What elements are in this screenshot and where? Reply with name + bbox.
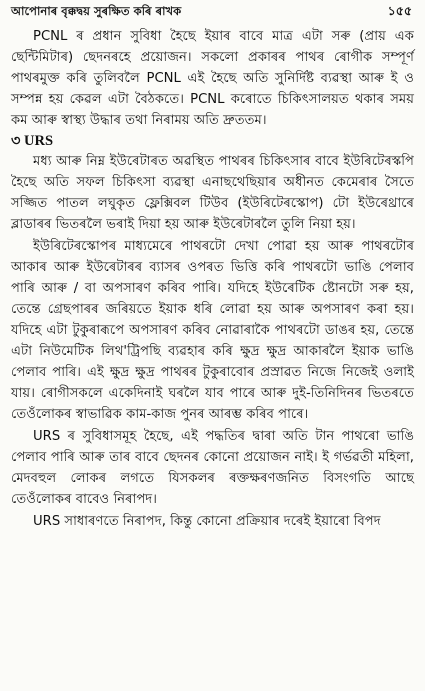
page-header: [11, 2, 414, 26]
page-number: ১৫৫: [387, 3, 412, 18]
section-heading-urs: ৩ URS: [11, 133, 54, 149]
paragraph-pcnl-advantages: PCNL ৰ প্ৰধান সুবিধা হৈছে ইয়াৰ বাবে মাত্ৰ এটা সৰু (প্ৰায় এক ছেন্টিমিটাৰ) ছেদনৰহে প্ৰয়োজন। সকলো প্ৰকাৰৰ পাথৰ ৰোগীক সম্পূৰ্ণ পাথৰমুক্ত কৰি তুলিবলৈ PCNL এই হৈছে অতি সুনিৰ্দিষ্ট ব্যৱস্থা আৰু ই ও সম্পন্ন হয় কেৱল এটা বৈঠকতে। PCNL কৰোতে চিকিৎসালয়ত থকাৰ সময় কম আৰু স্বাস্থ্য উদ্ধাৰ তথা নিৰাময় অতি দ্ৰুততম।: [11, 29, 414, 128]
paragraph-urs-intro: মধ্য আৰু নিম্ন ইউৰেটাৰত অৱস্থিত পাথৰৰ চিকিৎসাৰ বাবে ইউৰিটেৰস্কপি হৈছে অতি সফল চিকিৎসা ব্যৱস্থা এনাছথেছিয়াৰ অধীনত কেমেৰাৰ সৈতে সজ্জিত পাতল লঘুকৃত ফ্লেক্সিবল টিউব (ইউৰিটেৰস্কোপ) টো ইউৰেথ্ৰাৰে ব্লাডাৰৰ ভিতৰলৈ ভৰাই দিয়া হয় আৰু ইউৰেটাৰলৈ তুলি নিয়া হয়।: [11, 154, 414, 232]
running-title: আপোনাৰ বৃক্কদ্বয় সুৰক্ষিত কৰি ৰাখক: [11, 4, 182, 18]
paragraph-urs-advantages: URS ৰ সুবিধাসমূহ হৈছে, এই পদ্ধতিৰ দ্বাৰা অতি টান পাথৰো ভাঙি পেলাব পাৰি আৰু তাৰ বাবে ছেদনৰ কোনো প্ৰয়োজন নাই। ই গৰ্ভৱতী মহিলা, মেদবহুল লোকৰ লগতে যিসকলৰ ৰক্তক্ষৰণজনিত বিসংগতি আছে তেওঁলোকৰ বাবেও নিৰাপদ।: [11, 429, 414, 507]
paragraph-urs-risks: URS সাধাৰণতে নিৰাপদ, কিন্তু কোনো প্ৰক্ৰিয়াৰ দৰেই ইয়াৰো বিপদ: [33, 514, 381, 529]
paragraph-urs-procedure: ইউৰিটেৰস্কোপৰ মাধ্যমেৰে পাথৰটো দেখা পোৱা হয় আৰু পাথৰটোৰ আকাৰ আৰু ইউৰেটাৰৰ ব্যাসৰ ওপৰত ভিত্তি কৰি পাথৰটো ভাঙি পেলাব পাৰি আৰু / বা অপসাৰণ কৰিব পাৰি। যদিহে ইউৰেটিক ষ্টোনটো সৰু হয়, তেন্তে গ্ৰেছপাৰৰ জৰিয়তে ইয়াক ধৰি লোৱা হয় আৰু অপসাৰণ কৰা হয়। যদিহে এটা টুকুৰাৰূপে অপসাৰণ কৰিব নোৱাৰাকৈ পাথৰটো ডাঙৰ হয়, তেন্তে এটা নিউমেটিক লিথ'ট্ৰিপছি ব্যৱহাৰ কৰি ক্ষুদ্ৰ ক্ষুদ্ৰ আকাৰলৈ ইয়াক ভাঙি পেলাব পাৰি। এই ক্ষুদ্ৰ ক্ষুদ্ৰ পাথৰৰ টুকুৰাবোৰ প্ৰস্ৰাৱত নিজে নিজেই ওলাই যায়। ৰোগীসকলে একেদিনাই ঘৰলৈ যাব পাৰে আৰু দুই-তিনিদিনৰ ভিতৰতে তেওঁলোকৰ স্বাভাৱিক কাম-কাজ পুনৰ আৰম্ভ কৰিব পাৰে।: [11, 239, 414, 422]
